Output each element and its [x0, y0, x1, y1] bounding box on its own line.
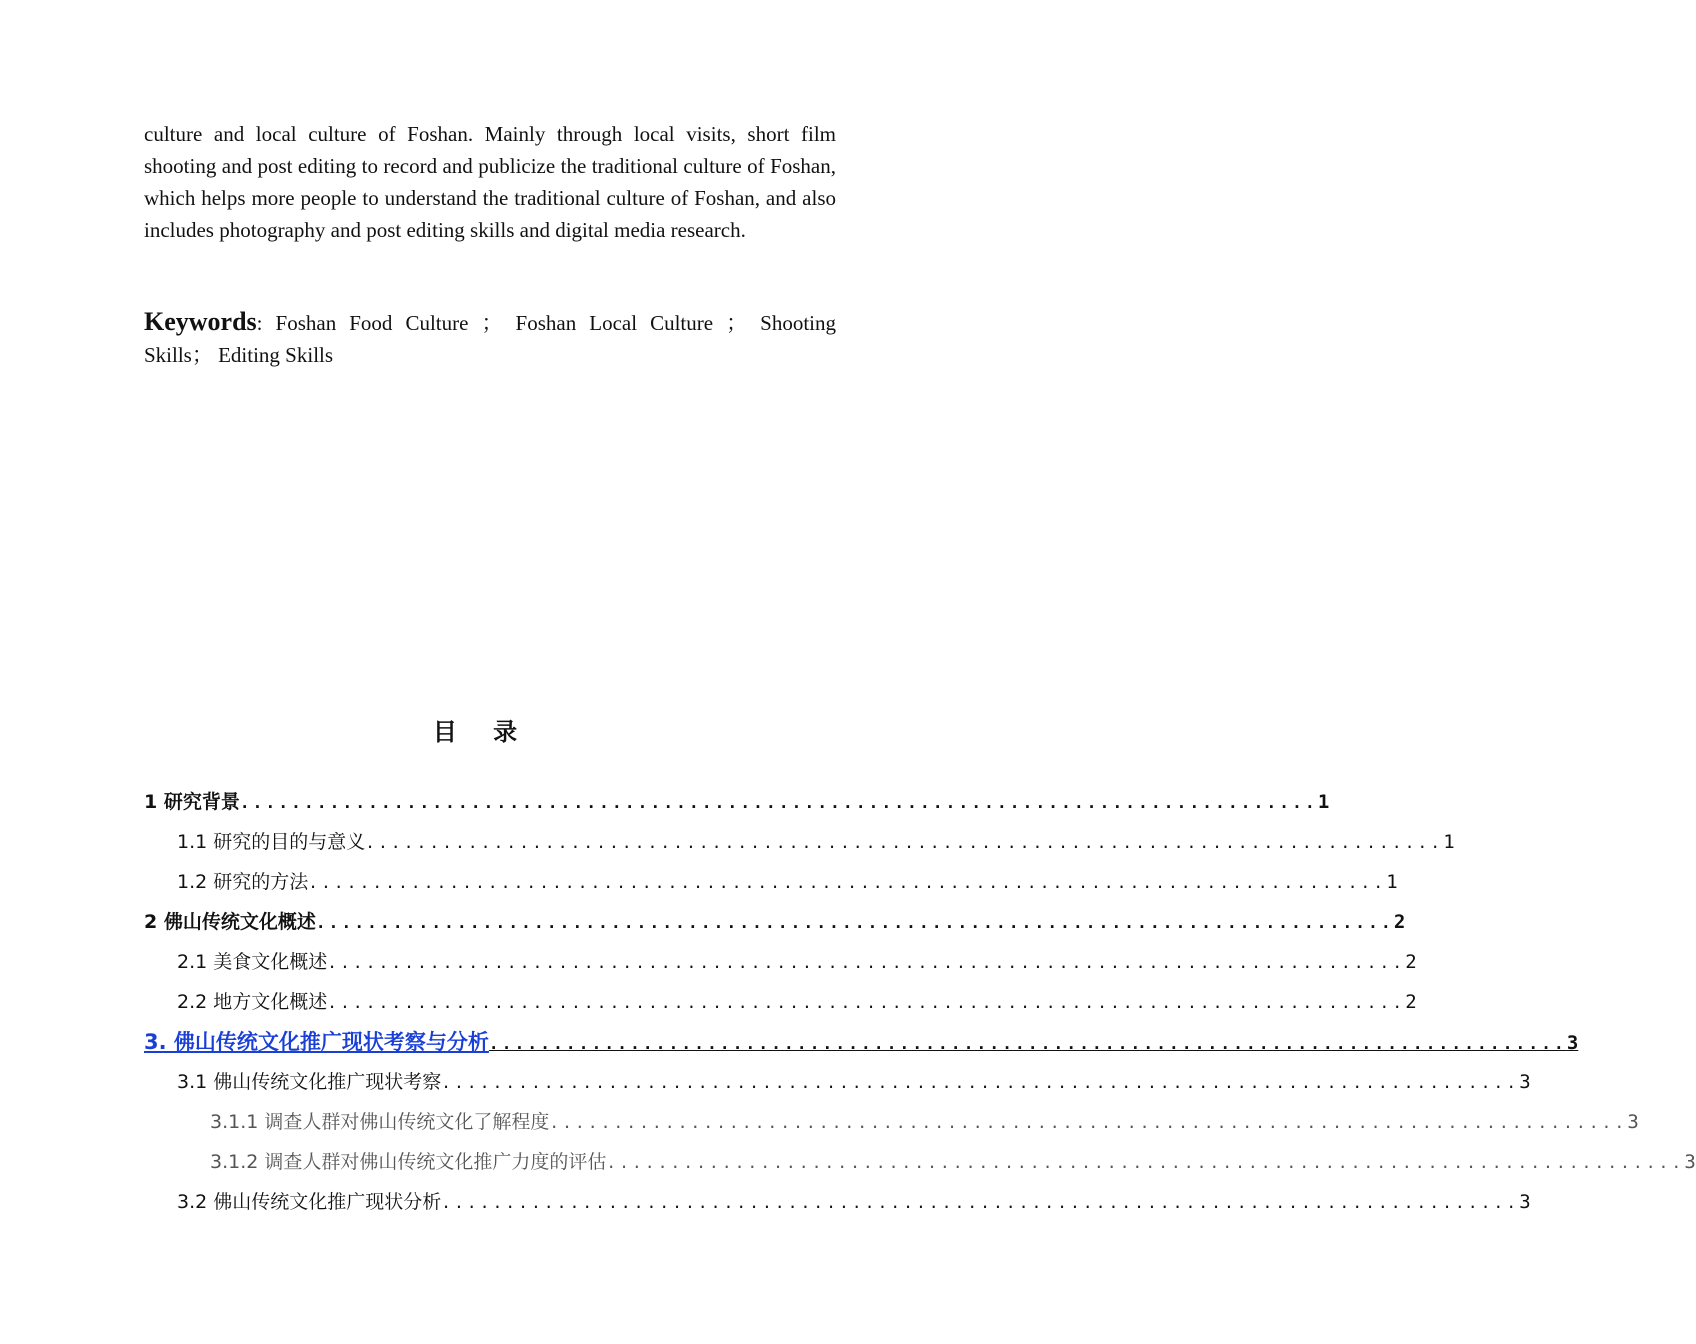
toc-entry-page: 3 [1566, 1032, 1579, 1054]
toc-entry-title: 2 佛山传统文化概述 [144, 911, 316, 933]
toc-entry-title: 2.2 地方文化概述 [177, 991, 328, 1013]
keywords-label: Keywords [144, 307, 257, 336]
toc-entry-title: 3.1.2 调查人群对佛山传统文化推广力度的评估 [210, 1151, 607, 1173]
toc-entry-page: 1 [1317, 791, 1330, 813]
toc-entry-page: 1 [1443, 831, 1455, 853]
toc-entry-page: 1 [1386, 871, 1398, 893]
toc-entry[interactable] [144, 862, 1398, 902]
toc-entry[interactable] [144, 1062, 1531, 1102]
toc-entry-page: 3 [1519, 1191, 1531, 1213]
toc-entry-page: 2 [1405, 951, 1417, 973]
toc-leader-dots: .................................................................................... [327, 953, 1406, 972]
toc-leader-dots: .................................................................................... [365, 833, 1444, 852]
toc-leader-dots: .................................................................................... [441, 1073, 1520, 1092]
abstract-paragraph: culture and local culture of Foshan. Mainly through local visits, short film shooting and post editing to record and publicize the traditional culture of Foshan, which helps more people to understand the traditional culture of Foshan, and also includes photography and post editing skills and digital media research. [144, 122, 836, 242]
toc-entry[interactable] [144, 1182, 1531, 1222]
toc-entry[interactable] [144, 982, 1417, 1022]
toc-entry-title: 1 研究背景 [144, 791, 240, 813]
toc-entry-title: 2.1 美食文化概述 [177, 951, 328, 973]
toc-leader-dots: .................................................................................... [308, 873, 1387, 892]
toc-leader-dots: .................................................................................... [488, 1034, 1567, 1053]
toc-leader-dots: .................................................................................... [327, 993, 1406, 1012]
toc-entry-link[interactable] [144, 1022, 1579, 1062]
toc-leader-dots: .................................................................................... [606, 1153, 1685, 1172]
toc-entry-title: 3.2 佛山传统文化推广现状分析 [177, 1191, 442, 1213]
toc-entry-page: 3 [1519, 1071, 1531, 1093]
toc-title: 目 录 [432, 718, 532, 746]
keywords-line [144, 306, 836, 371]
toc-entry-title: 1.1 研究的目的与意义 [177, 831, 366, 853]
toc-entry[interactable] [144, 1142, 1696, 1182]
toc-entry-title: 3.1.1 调查人群对佛山传统文化了解程度 [210, 1111, 550, 1133]
toc-leader-dots: .................................................................................... [549, 1113, 1628, 1132]
keywords-text: : Foshan Food Culture ； Foshan Local Culture ； Shooting Skills； Editing Skills [144, 311, 836, 367]
toc-entry[interactable] [144, 822, 1455, 862]
toc-entry-title[interactable]: 3. 佛山传统文化推广现状考察与分析 [144, 1030, 489, 1054]
toc-leader-dots: .................................................................................... [239, 793, 1318, 812]
toc-entry[interactable] [144, 942, 1417, 982]
toc-entry[interactable] [144, 782, 1330, 822]
toc-leader-dots: .................................................................................... [441, 1193, 1520, 1212]
toc-entry-title: 1.2 研究的方法 [177, 871, 309, 893]
toc-entry[interactable] [144, 902, 1406, 942]
toc-entry-page: 3 [1627, 1111, 1639, 1133]
toc-entry-page: 2 [1405, 991, 1417, 1013]
toc-entry-page: 2 [1393, 911, 1406, 933]
toc-leader-dots: .................................................................................... [315, 913, 1394, 932]
toc-entry-page: 3 [1684, 1151, 1696, 1173]
toc-entry-title: 3.1 佛山传统文化推广现状考察 [177, 1071, 442, 1093]
toc-entry[interactable] [144, 1102, 1639, 1142]
